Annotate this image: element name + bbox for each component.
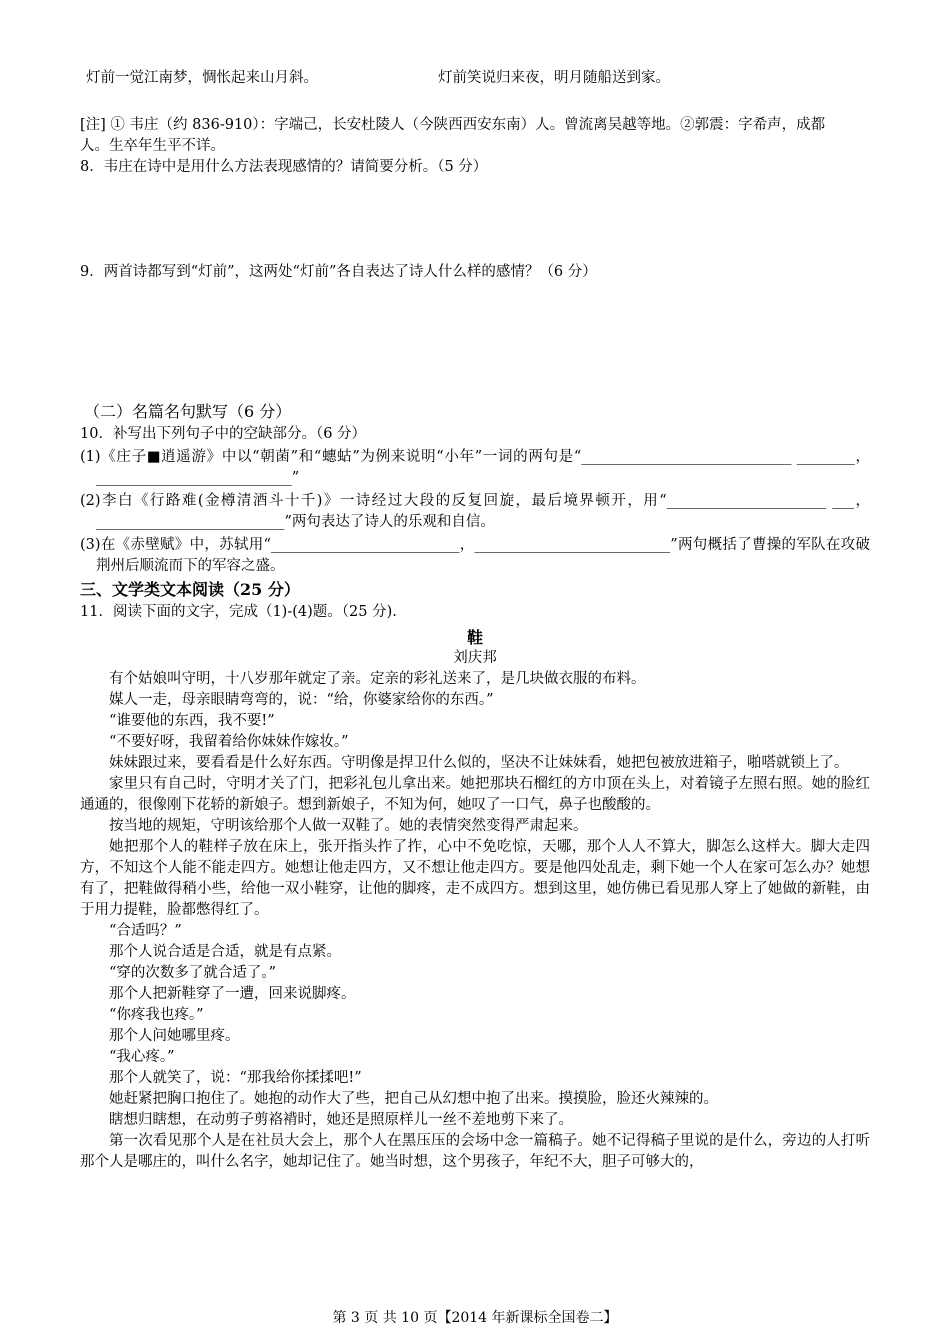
question-10-item-3: (3)在《赤壁赋》中，苏轼用“__________________________，___________________________”两句概括了曹操的军队在攻破荆州后顺流而下的军容之盛。 (80, 537, 870, 574)
answer-space-9 (80, 283, 870, 401)
story-paragraph: 妹妹跟过来，要看看是什么好东西。守明像是捍卫什么似的，坚决不让妹妹看，她把包被放进箱子，啪嗒就锁上了。 (109, 755, 849, 771)
story-author: 刘庆邦 (453, 650, 497, 666)
question-11-stem: 11．阅读下面的文字，完成（1)-(4)题。（25 分). (80, 604, 397, 620)
story-paragraph: 那个人就笑了，说：“那我给你揉揉吧!” (109, 1070, 362, 1086)
section-heading-2: （二）名篇名句默写（6 分） (84, 402, 292, 421)
story-paragraph: 那个人问她哪里疼。 (109, 1028, 240, 1044)
answer-space-8 (80, 178, 870, 262)
story-paragraph: 家里只有自己时，守明才关了门，把彩礼包儿拿出来。她把那块石榴红的方巾顶在头上，对着镜子左照右照。她的脸红通通的，很像刚下花轿的新娘子。想到新娘子，不知为何，她叹了一口气，鼻子也酸酸的。 (80, 776, 870, 813)
story-paragraph: 第一次看见那个人是在社员大会上，那个人在黑压压的会场中念一篇稿子。她不记得稿子里说的是什么，旁边的人打听那个人是哪庄的，叫什么名字，她却记住了。她当时想，这个男孩子，年纪不大，胆子可够大的， (80, 1133, 870, 1170)
story-paragraph: 媒人一走，母亲眼睛弯弯的，说：“给，你婆家给你的东西。” (109, 692, 494, 708)
section-heading-3: 三、文学类文本阅读（25 分） (80, 580, 300, 599)
story-paragraph: 有个姑娘叫守明，十八岁那年就定了亲。定亲的彩礼送来了，是几块做衣服的布料。 (109, 671, 646, 687)
story-paragraph: 她赶紧把胸口抱住了。她抱的动作大了些，把自己从幻想中抱了出来。摸摸脸，脸还火辣辣的。 (109, 1091, 718, 1107)
note-line-2: 人。生卒年生平不详。 (80, 138, 225, 154)
question-10-stem: 10．补写出下列句子中的空缺部分。（6 分） (80, 426, 367, 442)
story-paragraph: “谁要他的东西，我不要!” (109, 713, 275, 729)
question-10-item-1: (1)《庄子■逍遥游》中以“朝菌”和“蟪蛄”为例来说明“小年”一词的两句是“_____________________________ ________，___________________________” (80, 449, 870, 486)
story-paragraph: “你疼我也疼。” (109, 1007, 204, 1023)
poem-lines (86, 68, 870, 89)
page-footer: 第 3 页 共 10 页【2014 年新课标全国卷二】 (332, 1310, 618, 1326)
story-paragraph: “合适吗？” (109, 923, 182, 939)
poem-line-right: 灯前笑说归来夜，明月随船送到家。 (438, 70, 670, 86)
story-paragraph: 按当地的规矩，守明该给那个人做一双鞋了。她的表情突然变得严肃起来。 (109, 818, 588, 834)
story-paragraph: 那个人把新鞋穿了一遭，回来说脚疼。 (109, 986, 356, 1002)
note-line-1: [注] ① 韦庄（约 836-910）：字端己，长安杜陵人（今陕西西安东南）人。曾流离吴越等地。②郭震：字希声，成都 (80, 117, 826, 133)
story-paragraph: 那个人说合适是合适，就是有点紧。 (109, 944, 341, 960)
question-8: 8．韦庄在诗中是用什么方法表现感情的？请简要分析。（5 分） (80, 159, 488, 175)
page-content (80, 68, 870, 1173)
story-paragraph: “不要好呀，我留着给你妹妹作嫁妆。” (109, 734, 349, 750)
question-9: 9．两首诗都写到“灯前”，这两处“灯前”各自表达了诗人什么样的感情？（6 分） (80, 264, 597, 280)
story-paragraph: “穿的次数多了就合适了。” (109, 965, 277, 981)
poem-line-left: 灯前一觉江南梦，惆怅起来山月斜。 (86, 70, 318, 86)
question-10-item-2: (2)李白《行路难(金樽清酒斗十千)》一诗经过大段的反复回旋，最后境界顿开，用“______________________ ___，__________________________”两句表达了诗人的乐观和自信。 (80, 493, 870, 530)
story-paragraph: “我心疼。” (109, 1049, 175, 1065)
story-paragraph: 瞎想归瞎想，在动剪子剪袼褙时，她还是照原样儿一丝不差地剪下来了。 (109, 1112, 573, 1128)
story-title: 鞋 (466, 628, 483, 647)
story-paragraph: 她把那个人的鞋样子放在床上，张开指头拃了拃，心中不免吃惊，天哪，那个人人不算大，脚怎么这样大。脚大走四方，不知这个人能不能走四方。她想让他走四方，又不想让他走四方。要是他四处乱走，剩下她一个人在家可怎么办？她想有了，把鞋做得稍小些，给他一双小鞋穿，让他的脚疼，走不成四方。想到这里，她仿佛已看见那人穿上了她做的新鞋，由于用力提鞋，脸都憋得红了。 (80, 839, 870, 918)
story-body (80, 669, 870, 1173)
